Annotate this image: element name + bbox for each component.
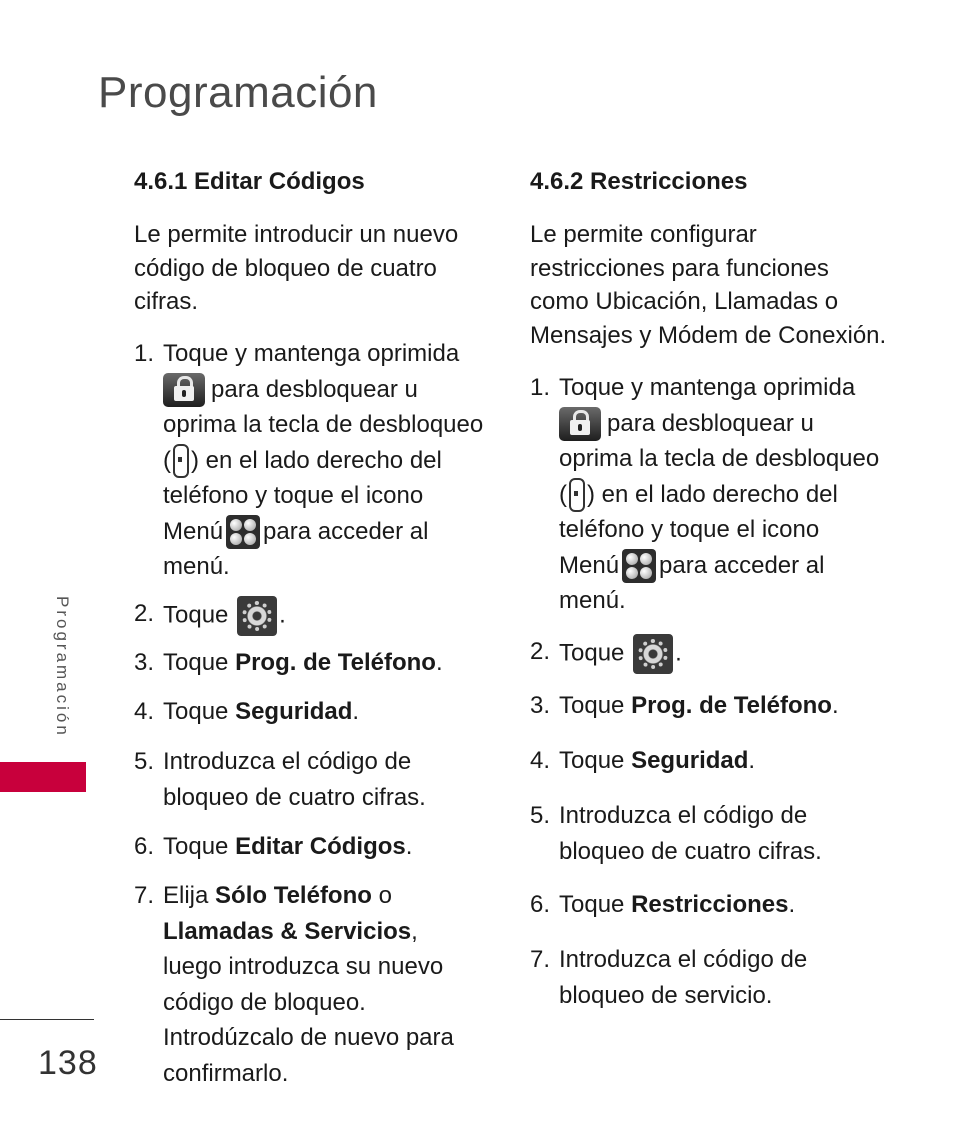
lock-icon bbox=[163, 373, 205, 407]
menu-path-label: Seguridad bbox=[631, 747, 749, 774]
lock-icon bbox=[559, 407, 601, 441]
option-label: Llamadas & Servicios bbox=[163, 917, 412, 945]
step-number: 6. bbox=[530, 891, 551, 918]
menu-path-label: Seguridad bbox=[235, 698, 353, 725]
page-number-rule bbox=[0, 1019, 94, 1020]
step-number: 1. bbox=[134, 340, 155, 367]
menu-path-label: Restricciones bbox=[631, 891, 789, 918]
step-5 bbox=[530, 798, 830, 869]
step-text: ) en el lado derecho del teléfono y toque el icono Menú bbox=[163, 446, 442, 545]
step-number: 4. bbox=[530, 747, 551, 774]
step-text: Toque bbox=[559, 639, 625, 667]
menu-path-label: Editar Códigos bbox=[235, 833, 406, 860]
step-text: para desbloquear u oprima la tecla de desbloqueo ( bbox=[163, 375, 484, 474]
step-number: 4. bbox=[134, 698, 155, 725]
step-text: Toque bbox=[163, 833, 236, 860]
step-text: . bbox=[675, 639, 682, 667]
step-text: . bbox=[352, 698, 360, 725]
step-text: . bbox=[279, 601, 286, 629]
step-text: Toque bbox=[163, 601, 229, 629]
step-7 bbox=[134, 878, 474, 1091]
step-text: Toque bbox=[163, 649, 236, 676]
settings-icon bbox=[237, 596, 277, 636]
step-3 bbox=[134, 645, 443, 681]
section-heading-editar-codigos: 4.6.1 Editar Códigos bbox=[134, 168, 365, 195]
step-text: Toque bbox=[559, 891, 632, 918]
step-2 bbox=[530, 634, 682, 674]
menu-path-label: Prog. de Teléfono bbox=[235, 649, 436, 676]
step-text: Toque y mantenga oprimida bbox=[163, 340, 460, 367]
step-number: 5. bbox=[530, 802, 551, 829]
unlock-key-icon bbox=[173, 444, 189, 478]
step-number: 7. bbox=[530, 946, 551, 973]
menu-path-label: Prog. de Teléfono bbox=[631, 692, 832, 719]
step-text: . bbox=[435, 649, 443, 676]
step-text: Elija bbox=[163, 882, 216, 909]
step-text: Introduzca el código de bloqueo de cuatro cifras. bbox=[559, 802, 822, 865]
section-intro: Le permite configurar restricciones para funciones como Ubicación, Llamadas o Mensajes y Módem de Conexión. bbox=[530, 221, 887, 349]
step-text: Introduzca el código de bloqueo de cuatro cifras. bbox=[163, 748, 426, 811]
step-4 bbox=[530, 743, 755, 779]
step-number: 2. bbox=[530, 638, 551, 665]
step-1 bbox=[530, 370, 880, 619]
step-text: , luego introduzca su nuevo código de bloqueo. Introdúzcalo de nuevo para confirmarlo. bbox=[163, 917, 454, 1087]
step-text: . bbox=[831, 692, 839, 719]
step-text: Introduzca el código de bloqueo de servicio. bbox=[559, 946, 808, 1009]
step-text: Toque bbox=[559, 692, 632, 719]
step-text: Toque bbox=[559, 747, 632, 774]
section-heading-restricciones: 4.6.2 Restricciones bbox=[530, 168, 748, 195]
step-text: . bbox=[788, 891, 796, 918]
step-3 bbox=[530, 688, 839, 724]
step-4 bbox=[134, 694, 359, 730]
step-6 bbox=[134, 829, 412, 865]
step-text: para acceder al menú. bbox=[163, 517, 429, 581]
settings-icon bbox=[633, 634, 673, 674]
menu-icon bbox=[226, 515, 260, 549]
step-text: o bbox=[371, 882, 392, 909]
step-text: . bbox=[405, 833, 413, 860]
step-1 bbox=[134, 336, 484, 585]
step-7 bbox=[530, 942, 830, 1013]
step-5 bbox=[134, 744, 434, 815]
step-text: para desbloquear u oprima la tecla de desbloqueo ( bbox=[559, 409, 880, 508]
step-number: 6. bbox=[134, 833, 155, 860]
step-2 bbox=[134, 596, 286, 636]
step-number: 3. bbox=[134, 649, 155, 676]
step-number: 7. bbox=[134, 882, 155, 909]
step-text: Toque bbox=[163, 698, 236, 725]
page-title: Programación bbox=[98, 68, 378, 117]
side-section-label: Programación bbox=[53, 596, 72, 738]
menu-icon bbox=[622, 549, 656, 583]
step-text: ) en el lado derecho del teléfono y toque el icono Menú bbox=[559, 480, 838, 579]
step-number: 2. bbox=[134, 600, 155, 627]
option-label: Sólo Teléfono bbox=[215, 882, 372, 909]
step-text: . bbox=[748, 747, 756, 774]
unlock-key-icon bbox=[569, 478, 585, 512]
step-number: 5. bbox=[134, 748, 155, 775]
step-6 bbox=[530, 887, 795, 923]
step-number: 1. bbox=[530, 374, 551, 401]
step-number: 3. bbox=[530, 692, 551, 719]
page-number: 138 bbox=[38, 1044, 98, 1082]
section-intro: Le permite introducir un nuevo código de bloqueo de cuatro cifras. bbox=[134, 221, 459, 315]
section-tab-marker bbox=[0, 762, 86, 792]
step-text: Toque y mantenga oprimida bbox=[559, 374, 856, 401]
step-text: para acceder al menú. bbox=[559, 551, 825, 615]
